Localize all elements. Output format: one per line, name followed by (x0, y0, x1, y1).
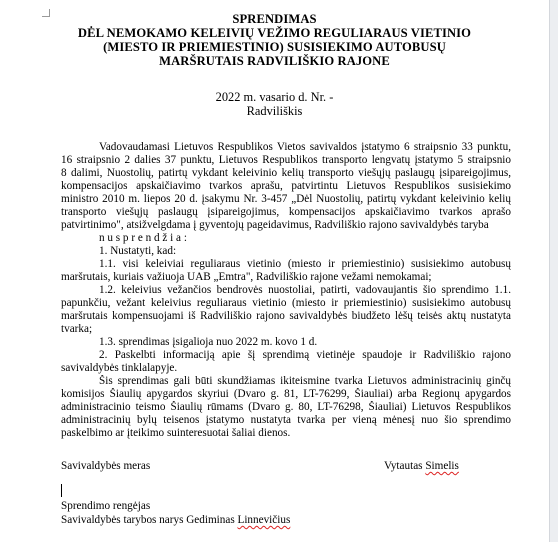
date-number-line: 2022 m. vasario d. Nr. - (215, 90, 334, 104)
spellcheck-underline: Linnevičius (237, 514, 291, 526)
preparer-name: Savivaldybės tarybos narys Gediminas Linnevičius (61, 514, 291, 526)
mayor-label: Savivaldybės meras (61, 460, 151, 472)
decision-block: n u s p r e n d ž i a : 1. Nustatyti, kad: 1.1. visi keleiviai reguliaraus vietinio (miesto ir priemiestinio) susisiekimo autobusų maršrutais, kuriais važiuoja UAB „Emtra", Radviliškio rajone vežami nemokamai; 1.2. keleivius vežančios bendrovės nuostoliai, patirti, vadovaujantis šio sprendimo 1.1. papunkčiu, vežant keleivius reguliaraus vietinio (miesto ir priemiestinio) susisiekimo autobusų maršrutais kompensuojami iš Radviliškio rajono savivaldybės biudžeto lėšų teisės aktų nustatyta tvarka; 1.3. sprendimas įsigalioja nuo 2022 m. kovo 1 d. 2. Paskelbti informaciją apie šį sprendimą vietinėje spaudoje ir Radviliškio rajono savivaldybės tinklalapyje. Šis sprendimas gali būti skundžiamas ikiteismine tvarka Lietuvos administracinių ginčų komisijos Šiaulių apygardos skyriui (Dvaro g. 81, LT-76299, Šiauliai) arba Regionų apygardos administracinio teismo Šiaulių rūmams (Dvaro g. 80, LT-76298, Šiauliai) Lietuvos Respublikos administracinių bylų teisenos įstatymo nustatyta tvarka per vieną mėnesį nuo šio sprendimo paskelbimo ar įteikimo suinteresuotai šaliai dienos. (61, 232, 511, 439)
item-1-2: 1.2. keleivius vežančios bendrovės nuostoliai, patirti, vadovaujantis šio sprendimo 1.1. (99, 284, 511, 296)
doc-title-line-4: MARŠRUTAIS RADVILIŠKIO RAJONE (159, 54, 390, 68)
decides-line: n u s p r e n d ž i a : (99, 232, 187, 244)
item-1-3: 1.3. sprendimas įsigalioja nuo 2022 m. kovo 1 d. (99, 336, 318, 348)
mayor-name: Vytautas Simelis (384, 460, 459, 472)
text-cursor (61, 484, 62, 497)
appeal-paragraph: Šis sprendimas gali būti skundžiamas ikiteismine tvarka Lietuvos administracinių ginčų (99, 375, 511, 387)
spellcheck-underline: Simelis (425, 460, 459, 472)
preparer-label: Sprendimo rengėjas (61, 500, 151, 512)
item-1: 1. Nustatyti, kad: (99, 245, 177, 257)
editor-edge (549, 0, 558, 542)
doc-title-line-3: (MIESTO IR PRIEMIESTINIO) SUSISIEKIMO AUTOBUSŲ (103, 40, 446, 54)
item-1-1: 1.1. visi keleiviai reguliaraus vietinio (miesto ir priemiestinio) susisiekimo autobusų (99, 258, 511, 270)
item-2: 2. Paskelbti informaciją apie šį sprendimą vietinėje spaudoje ir Radviliškio rajono (99, 349, 511, 361)
preamble-paragraph: Vadovaudamasi Lietuvos Respublikos Vietos savivaldos įstatymo 6 straipsnio 33 punktu, 16 straipsnio 2 dalies 37 punktu, Lietuvos Respublikos transporto lengvatų įstatymo 5 straipsnio 8 dalimi, Nuostolių, patirtų vykdant keleivinio kelių transporto viešųjų paslaugų įsipareigojimus, kompensacijos apskaičiavimo tvarkos aprašu, patvirtintu Lietuvos Respublikos susisiekimo ministro 2010 m. liepos 20 d. įsakymu Nr. 3-457 „Dėl Nuostolių, patirtų vykdant keleivinio kelių transporto viešųjų paslaugų įsipareigojimus, kompensacijos apskaičiavimo tvarkos aprašo patvirtinimo", atsižvelgdama į gyventojų pageidavimus, Radviliškio rajono savivaldybės taryba (61, 141, 511, 231)
doc-title-line-2: DĖL NEMOKAMO KELEIVIŲ VEŽIMO REGULIARAUS VIETINIO (77, 26, 472, 40)
place-line: Radviliškis (246, 104, 303, 118)
doc-title: SPRENDIMAS (232, 12, 317, 26)
